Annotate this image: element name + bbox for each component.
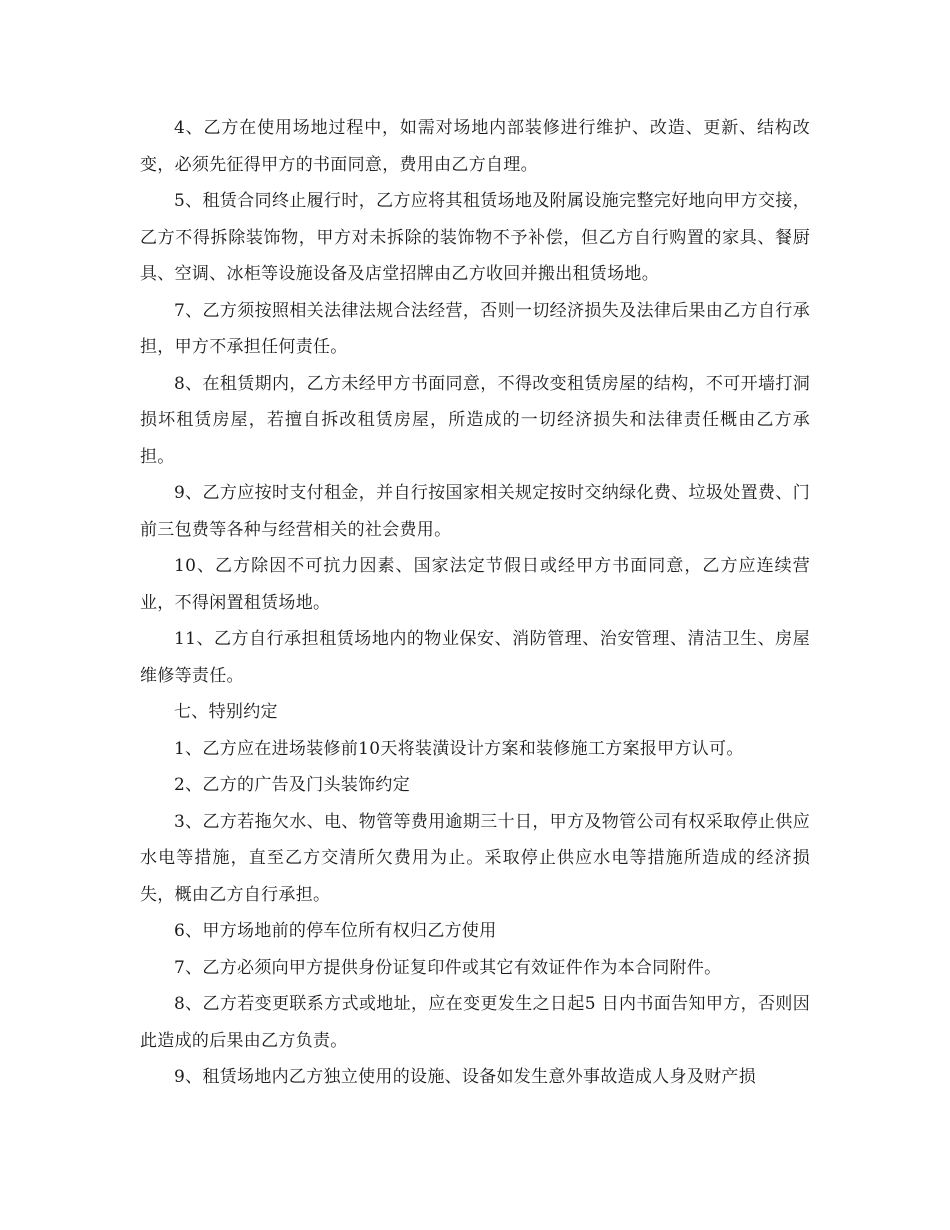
clause-paragraph: 4、乙方在使用场地过程中，如需对场地内部装修进行维护、改造、更新、结构改变，必须先征得甲方的书面同意，费用由乙方自理。 [140,118,810,175]
document-body [140,110,810,1096]
clause-paragraph: 5、租赁合同终止履行时，乙方应将其租赁场地及附属设施完整完好地向甲方交接，乙方不得拆除装饰物，甲方对未拆除的装饰物不予补偿，但乙方自行购置的家具、餐厨具、空调、冰柜等设施设备及店堂招牌由乙方收回并搬出租赁场地。 [140,191,810,284]
clause-paragraph: 1、乙方应在进场装修前10天将装潢设计方案和装修施工方案报甲方认可。 [174,738,744,759]
clause-paragraph: 8、乙方若变更联系方式或地址，应在变更发生之日起5 日内书面告知甲方，否则因此造成的后果由乙方负责。 [140,994,810,1051]
clause-paragraph: 3、乙方若拖欠水、电、物管等费用逾期三十日，甲方及物管公司有权采取停止供应水电等措施，直至乙方交清所欠费用为止。采取停止供应水电等措施所造成的经济损失，概由乙方自行承担。 [140,811,810,905]
clause-paragraph: 9、租赁场地内乙方独立使用的设施、设备如发生意外事故造成人身及财产损 [174,1067,757,1087]
clause-paragraph: 7、乙方须按照相关法律法规合法经营，否则一切经济损失及法律后果由乙方自行承担，甲方不承担任何责任。 [140,300,810,357]
clause-paragraph: 8、在租赁期内，乙方未经甲方书面同意，不得改变租赁房屋的结构，不可开墙打洞损坏租赁房屋，若擅自拆改租赁房屋，所造成的一切经济损失和法律责任概由乙方承担。 [140,373,810,467]
section-heading: 七、特别约定 [174,702,278,722]
clause-paragraph: 2、乙方的广告及门头装饰约定 [174,775,411,795]
clause-paragraph: 11、乙方自行承担租赁场地内的物业保安、消防管理、治安管理、清洁卫生、房屋维修等责任。 [140,629,810,686]
clause-paragraph: 9、乙方应按时支付租金，并自行按国家相关规定按时交纳绿化费、垃圾处置费、门前三包费等各种与经营相关的社会费用。 [140,483,810,540]
clause-paragraph: 7、乙方必须向甲方提供身份证复印件或其它有效证件作为本合同附件。 [174,957,722,978]
clause-paragraph: 6、甲方场地前的停车位所有权归乙方使用 [174,921,497,941]
clause-paragraph: 10、乙方除因不可抗力因素、国家法定节假日或经甲方书面同意，乙方应连续营业，不得闲置租赁场地。 [140,556,810,613]
